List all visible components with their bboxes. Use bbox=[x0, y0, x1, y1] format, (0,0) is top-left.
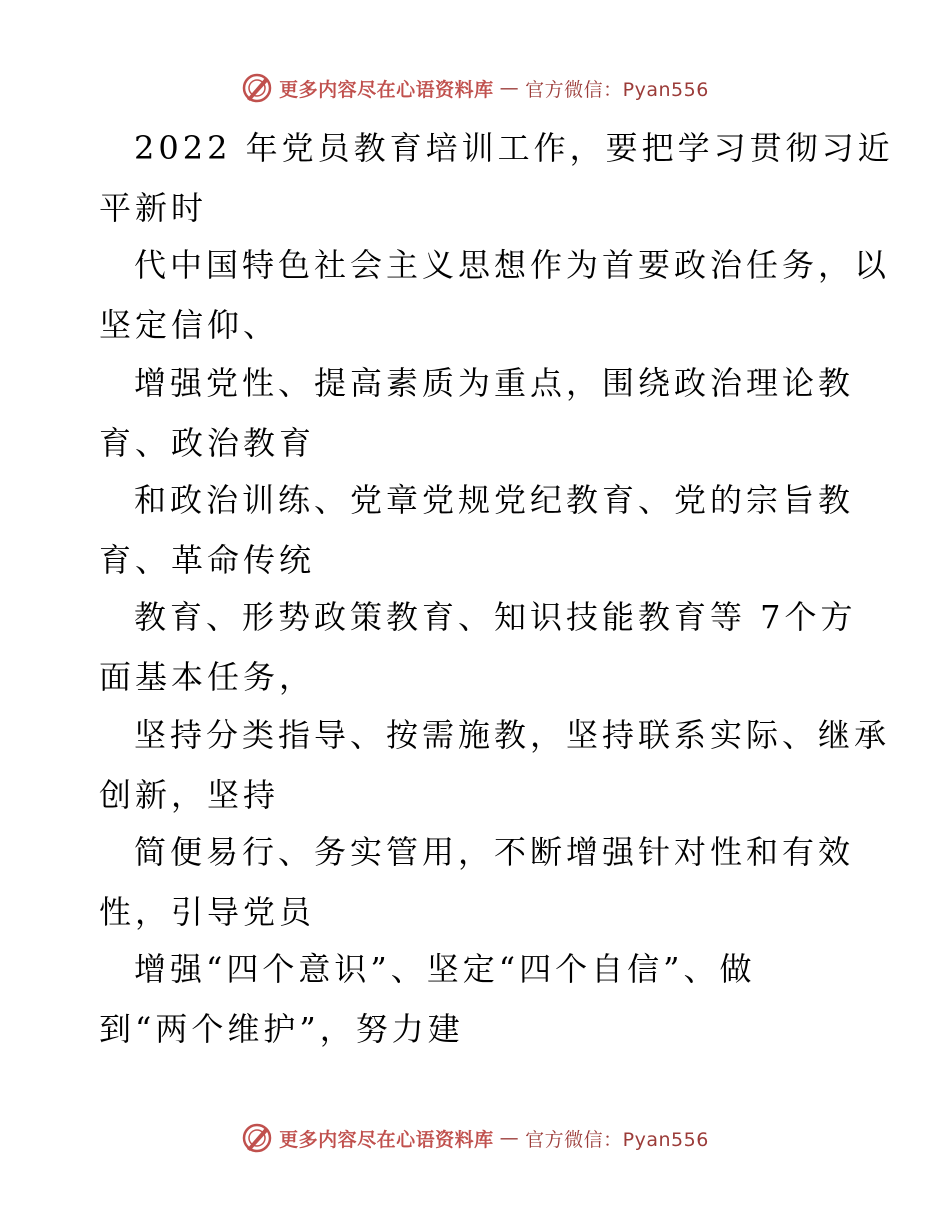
paragraph-line: 育、革命传统 bbox=[99, 541, 316, 579]
pen-logo-icon bbox=[241, 1122, 273, 1154]
footer-watermark bbox=[0, 1122, 950, 1154]
paragraph-line: 坚持分类指导、按需施教，坚持联系实际、继承 bbox=[134, 716, 891, 754]
paragraph-line: 创新，坚持 bbox=[99, 776, 280, 814]
header-watermark bbox=[0, 72, 950, 104]
watermark-wechat-text: 官方微信：Pyan556 bbox=[525, 78, 709, 101]
paragraph-line: 和政治训练、党章党规党纪教育、党的宗旨教 bbox=[134, 481, 855, 519]
paragraph-line: 坚定信仰、 bbox=[99, 306, 280, 344]
watermark-separator: — bbox=[499, 77, 520, 99]
watermark-main-text: 更多内容尽在心语资料库 bbox=[279, 78, 494, 101]
paragraph-line: 面基本任务， bbox=[99, 658, 316, 696]
paragraph-line: 到“两个维护”，努力建 bbox=[99, 1010, 464, 1048]
watermark-wechat-text: 官方微信：Pyan556 bbox=[525, 1128, 709, 1151]
watermark-separator: — bbox=[499, 1127, 520, 1149]
paragraph-line: 性，引导党员 bbox=[99, 893, 316, 931]
paragraph-line: 增强党性、提高素质为重点，围绕政治理论教 bbox=[134, 364, 855, 402]
paragraph-line: 育、政治教育 bbox=[99, 424, 316, 462]
pen-logo-icon bbox=[241, 72, 273, 104]
paragraph-line: 增强“四个意识”、坚定“四个自信”、做 bbox=[134, 950, 756, 988]
paragraph-line: 简便易行、务实管用，不断增强针对性和有效 bbox=[134, 833, 855, 871]
paragraph-line: 平新时 bbox=[99, 189, 208, 227]
paragraph-line: 教育、形势政策教育、知识技能教育等 7个方 bbox=[134, 598, 857, 636]
paragraph-line: 2022 年党员教育培训工作，要把学习贯彻习近 bbox=[134, 129, 894, 167]
paragraph-line: 代中国特色社会主义思想作为首要政治任务，以 bbox=[134, 246, 891, 284]
watermark-main-text: 更多内容尽在心语资料库 bbox=[279, 1128, 494, 1151]
